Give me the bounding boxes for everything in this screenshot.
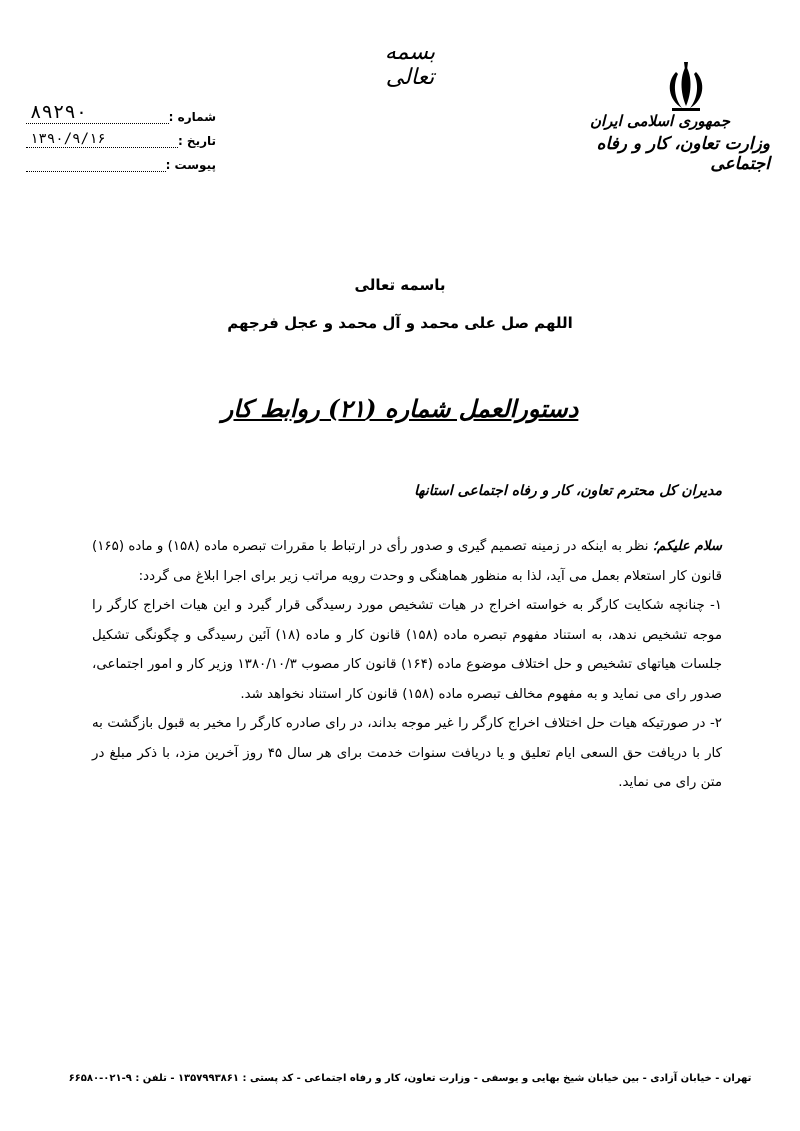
document-title (0, 394, 800, 423)
number-label: شماره : (168, 110, 216, 124)
date-label: تاریخ : (177, 134, 216, 148)
ministry-name-block (540, 112, 770, 174)
attachment-value (26, 171, 166, 172)
attachment-label: پیوست : (165, 158, 216, 172)
letter-body (92, 532, 722, 798)
letter-number-row (26, 100, 216, 124)
ministry-title-line: وزارت تعاون، کار و رفاه اجتماعی (596, 134, 770, 174)
letter-date-row (26, 124, 216, 148)
addressee-line: مدیران کل محترم تعاون، کار و رفاه اجتماعی استانها (414, 483, 722, 499)
intro-text: نظر به اینکه در زمینه تصمیم گیری و صدور رأی در ارتباط با مقررات تبصره ماده (۱۵۸) و ماده (۱۶۵) قانون کار استعلام بعمل می آید، لذا به منظور هماهنگی و وحدت رویه مراتب زیر برای اجرا ابلاغ می گردد: (92, 539, 722, 584)
footer-address: تهران - خیابان آزادی - بین خیابان شیخ بهایی و یوسفی - وزارت تعاون، کار و رفاه اجتماعی - کد پستی : ۱۳۵۷۹۹۳۸۶۱ - تلفن : ۹-۰۲۱-۶۶۵۸۰ (68, 1073, 752, 1084)
item-1-paragraph: ۱- چنانچه شکایت کارگر به خواسته اخراج در هیات تشخیص مورد رسیدگی قرار گیرد و این هیات اخراج کارگر را موجه تشخیص ندهد، به استناد مفهوم تبصره ماده (۱۵۸) قانون کار و ماده (۱۸) آئین رسیدگی و چگونگی تشکیل جلسات هیاتهای تشخیص و حل اختلاف موضوع ماده (۱۶۴) قانون کار مصوب ۱۳۸۰/۱۰/۳ وزیر کار و امور اجتماعی، صدور رای می نماید و به مفهوم مخالف تبصره ماده (۱۵۸) قانون کار استناد نخواهد شد. (92, 598, 722, 702)
iran-emblem-icon (662, 62, 710, 112)
greeting: سلام علیکم؛ (652, 539, 722, 554)
date-value: ۱۳۹۰/۹/۱۶ (26, 131, 178, 148)
item-2-paragraph: ۲- در صورتیکه هیات حل اختلاف اخراج کارگر را غیر موجه بداند، در رای صادره کارگر را مخیر به قبول بازگشت به کار با دریافت حق السعی ایام تعلیق و یا دریافت سنوات خدمت برای هر سال ۴۵ روز آخرین مزد، با ذکر مبلغ در متن رای می نماید. (92, 716, 722, 790)
document-title-text: دستورالعمل شماره (۲۱) روابط کار (221, 394, 579, 423)
opening-salawat: اللهم صل علی محمد و آل محمد و عجل فرجهم (227, 314, 573, 332)
bismillah-heading: بسمه تعالی (384, 40, 436, 90)
letter-meta-block (26, 100, 216, 172)
intro-paragraph (92, 532, 722, 591)
number-value: ۸۹۲۹۰ (26, 101, 169, 124)
ministry-country-line: جمهوری اسلامی ایران (589, 112, 730, 130)
letter-attachment-row (26, 148, 216, 172)
opening-bism: باسمه تعالی (354, 276, 446, 294)
